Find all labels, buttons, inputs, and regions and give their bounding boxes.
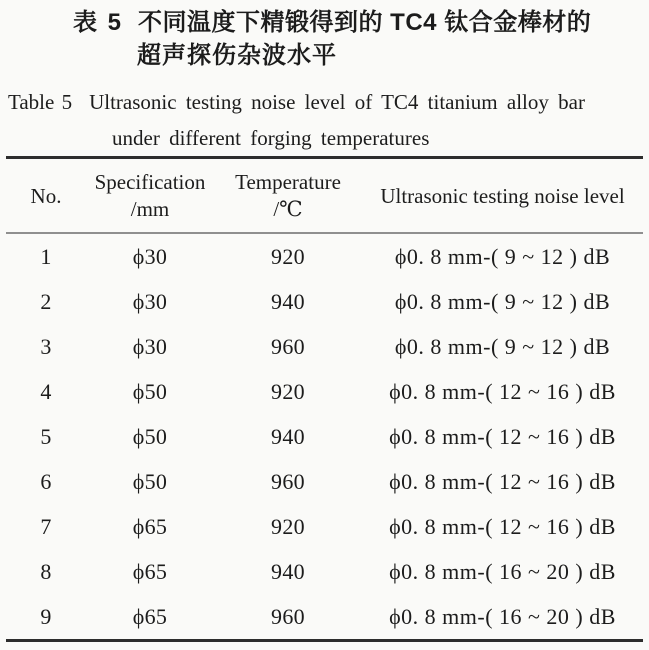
table-row: [6, 324, 643, 369]
caption-cn-line1: [0, 6, 649, 39]
col-header-spec-line2: /mm: [130, 196, 170, 221]
cell-specification: ϕ65: [132, 558, 168, 584]
cell-noise-level: ϕ0. 8 mm-( 12 ~ 16 ) dB: [389, 423, 616, 449]
caption-en-title-text: Ultrasonic testing noise level of TC4 titanium alloy bar: [89, 90, 585, 114]
cell-no: 6: [40, 468, 52, 494]
cell-noise-level: ϕ0. 8 mm-( 9 ~ 12 ) dB: [394, 288, 611, 314]
cell-noise-level: ϕ0. 8 mm-( 12 ~ 16 ) dB: [389, 378, 616, 404]
caption-cn-line2: 超声探伤杂波水平: [137, 42, 337, 69]
cell-noise-level: ϕ0. 8 mm-( 16 ~ 20 ) dB: [389, 558, 616, 584]
cell-no: 4: [40, 378, 52, 404]
col-header-temp-line2: /℃: [273, 196, 303, 221]
cell-temperature: 960: [271, 468, 305, 494]
cell-specification: ϕ50: [132, 468, 168, 494]
cell-no: 1: [40, 243, 52, 269]
table-body: [6, 233, 643, 641]
col-header-noise-level: [362, 158, 643, 234]
caption-english: [0, 84, 649, 156]
caption-chinese: [0, 0, 649, 72]
caption-cn-title-text: 不同温度下精锻得到的 TC4 钛合金棒材的: [138, 9, 592, 36]
table-header: [6, 158, 643, 234]
cell-temperature: 940: [271, 288, 305, 314]
cell-specification: ϕ30: [132, 243, 168, 269]
cell-specification: ϕ65: [132, 513, 168, 539]
col-header-no-label: No.: [30, 183, 62, 208]
table-number-en: Table 5: [8, 90, 73, 114]
col-header-spec-line1: Specification: [94, 169, 206, 194]
cell-temperature: 920: [271, 513, 305, 539]
caption-en-line2: under different forging temperatures: [112, 126, 430, 150]
table-row: [6, 504, 643, 549]
caption-en-line1: [0, 84, 649, 120]
cell-temperature: 940: [271, 423, 305, 449]
cell-no: 3: [40, 333, 52, 359]
table-row: [6, 594, 643, 641]
table-row: [6, 233, 643, 279]
cell-temperature: 960: [271, 603, 305, 629]
cell-no: 2: [40, 288, 52, 314]
table-number-cn: 表 5: [73, 9, 124, 36]
cell-specification: ϕ30: [132, 288, 168, 314]
cell-no: 7: [40, 513, 52, 539]
table-row: [6, 414, 643, 459]
cell-specification: ϕ65: [132, 603, 168, 629]
data-table: [6, 156, 643, 642]
col-header-temp-line1: Temperature: [235, 169, 341, 194]
header-row: [6, 158, 643, 234]
cell-no: 9: [40, 603, 52, 629]
table-row: [6, 459, 643, 504]
cell-specification: ϕ50: [132, 423, 168, 449]
col-header-noise-label: Ultrasonic testing noise level: [380, 183, 625, 208]
cell-noise-level: ϕ0. 8 mm-( 16 ~ 20 ) dB: [389, 603, 616, 629]
cell-temperature: 920: [271, 243, 305, 269]
cell-noise-level: ϕ0. 8 mm-( 9 ~ 12 ) dB: [394, 333, 611, 359]
cell-specification: ϕ50: [132, 378, 168, 404]
cell-no: 8: [40, 558, 52, 584]
table-row: [6, 279, 643, 324]
col-header-specification: [86, 158, 214, 234]
cell-noise-level: ϕ0. 8 mm-( 9 ~ 12 ) dB: [394, 243, 611, 269]
cell-noise-level: ϕ0. 8 mm-( 12 ~ 16 ) dB: [389, 513, 616, 539]
cell-temperature: 960: [271, 333, 305, 359]
cell-no: 5: [40, 423, 52, 449]
cell-temperature: 940: [271, 558, 305, 584]
table-row: [6, 549, 643, 594]
cell-noise-level: ϕ0. 8 mm-( 12 ~ 16 ) dB: [389, 468, 616, 494]
table-row: [6, 369, 643, 414]
col-header-no: [6, 158, 86, 234]
cell-specification: ϕ30: [132, 333, 168, 359]
cell-temperature: 920: [271, 378, 305, 404]
col-header-temperature: [214, 158, 362, 234]
